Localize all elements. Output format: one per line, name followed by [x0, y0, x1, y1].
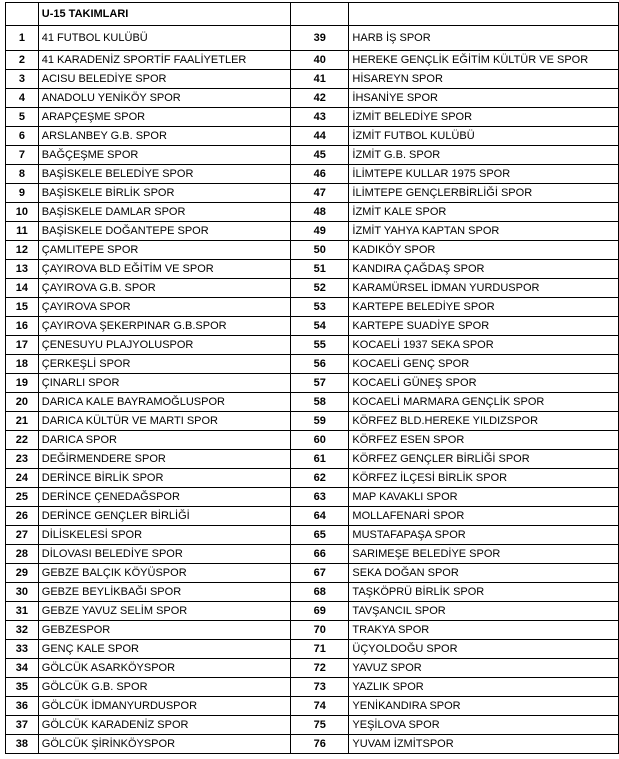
- table-row: [6, 146, 619, 165]
- team-name-cell: KADIKÖY SPOR: [349, 241, 619, 260]
- team-number-cell: 54: [291, 317, 349, 336]
- team-name-cell: DERİNCE GENÇLER BİRLİĞİ: [38, 507, 290, 526]
- team-number-cell: 64: [291, 507, 349, 526]
- team-number-cell: 31: [6, 602, 39, 621]
- team-name-cell: GÖLCÜK ŞİRİNKÖYSPOR: [38, 735, 290, 754]
- team-name-cell: 41 KARADENİZ SPORTİF FAALİYETLER: [38, 51, 290, 70]
- team-number-cell: 18: [6, 355, 39, 374]
- team-number-cell: 16: [6, 317, 39, 336]
- team-name-cell: MAP KAVAKLI SPOR: [349, 488, 619, 507]
- table-row: [6, 526, 619, 545]
- team-number-cell: 58: [291, 393, 349, 412]
- team-name-cell: KOCAELİ 1937 SEKA SPOR: [349, 336, 619, 355]
- team-number-cell: 70: [291, 621, 349, 640]
- team-name-cell: DARICA SPOR: [38, 431, 290, 450]
- team-name-cell: HİSAREYN SPOR: [349, 70, 619, 89]
- team-name-cell: ÇAYIROVA SPOR: [38, 298, 290, 317]
- table-row: [6, 127, 619, 146]
- team-name-cell: İZMİT FUTBOL KULÜBÜ: [349, 127, 619, 146]
- team-name-cell: ARSLANBEY G.B. SPOR: [38, 127, 290, 146]
- table-row: [6, 735, 619, 754]
- team-number-cell: 32: [6, 621, 39, 640]
- team-number-cell: 65: [291, 526, 349, 545]
- table-row: [6, 621, 619, 640]
- table-row: [6, 716, 619, 735]
- team-name-cell: KOCAELİ MARMARA GENÇLİK SPOR: [349, 393, 619, 412]
- team-name-cell: GÖLCÜK G.B. SPOR: [38, 678, 290, 697]
- team-number-cell: 5: [6, 108, 39, 127]
- team-name-cell: KÖRFEZ BLD.HEREKE YILDIZSPOR: [349, 412, 619, 431]
- team-number-cell: 17: [6, 336, 39, 355]
- table-row: [6, 678, 619, 697]
- table-row: [6, 279, 619, 298]
- table-row: [6, 260, 619, 279]
- team-name-cell: YAVUZ SPOR: [349, 659, 619, 678]
- team-number-cell: 56: [291, 355, 349, 374]
- team-name-cell: GÖLCÜK KARADENİZ SPOR: [38, 716, 290, 735]
- team-name-cell: ACISU BELEDİYE SPOR: [38, 70, 290, 89]
- team-number-cell: 13: [6, 260, 39, 279]
- team-name-cell: İLİMTEPE KULLAR 1975 SPOR: [349, 165, 619, 184]
- table-row: [6, 70, 619, 89]
- table-row: [6, 51, 619, 70]
- team-name-cell: GEBZE YAVUZ SELİM SPOR: [38, 602, 290, 621]
- table-row: [6, 450, 619, 469]
- header-row: [6, 3, 619, 26]
- team-number-cell: 15: [6, 298, 39, 317]
- team-number-cell: 60: [291, 431, 349, 450]
- header-empty-cell-3: [349, 3, 619, 26]
- team-number-cell: 36: [6, 697, 39, 716]
- team-number-cell: 67: [291, 564, 349, 583]
- team-number-cell: 37: [6, 716, 39, 735]
- team-name-cell: KANDIRA ÇAĞDAŞ SPOR: [349, 260, 619, 279]
- table-title: U-15 TAKIMLARI: [38, 3, 290, 26]
- team-name-cell: HEREKE GENÇLİK EĞİTİM KÜLTÜR VE SPOR: [349, 51, 619, 70]
- team-number-cell: 74: [291, 697, 349, 716]
- team-name-cell: ÜÇYOLDOĞU SPOR: [349, 640, 619, 659]
- team-number-cell: 21: [6, 412, 39, 431]
- team-name-cell: ARAPÇEŞME SPOR: [38, 108, 290, 127]
- table-row: [6, 583, 619, 602]
- table-row: [6, 108, 619, 127]
- team-number-cell: 4: [6, 89, 39, 108]
- header-empty-cell-1: [6, 3, 39, 26]
- team-number-cell: 22: [6, 431, 39, 450]
- team-number-cell: 14: [6, 279, 39, 298]
- table-row: [6, 298, 619, 317]
- team-name-cell: MOLLAFENARİ SPOR: [349, 507, 619, 526]
- table-row: [6, 659, 619, 678]
- team-name-cell: ÇAMLITEPE SPOR: [38, 241, 290, 260]
- team-name-cell: DARICA KÜLTÜR VE MARTI SPOR: [38, 412, 290, 431]
- team-name-cell: İZMİT G.B. SPOR: [349, 146, 619, 165]
- team-name-cell: BAŞİSKELE BELEDİYE SPOR: [38, 165, 290, 184]
- team-name-cell: İLİMTEPE GENÇLERBİRLİĞİ SPOR: [349, 184, 619, 203]
- team-name-cell: ÇAYIROVA BLD EĞİTİM VE SPOR: [38, 260, 290, 279]
- team-number-cell: 44: [291, 127, 349, 146]
- team-number-cell: 72: [291, 659, 349, 678]
- team-name-cell: İZMİT KALE SPOR: [349, 203, 619, 222]
- team-number-cell: 11: [6, 222, 39, 241]
- team-number-cell: 9: [6, 184, 39, 203]
- team-number-cell: 43: [291, 108, 349, 127]
- table-row: [6, 241, 619, 260]
- team-name-cell: ÇERKEŞLİ SPOR: [38, 355, 290, 374]
- team-number-cell: 75: [291, 716, 349, 735]
- header-empty-cell-2: [291, 3, 349, 26]
- team-number-cell: 76: [291, 735, 349, 754]
- team-number-cell: 46: [291, 165, 349, 184]
- team-number-cell: 19: [6, 374, 39, 393]
- team-name-cell: DİLOVASI BELEDİYE SPOR: [38, 545, 290, 564]
- team-name-cell: BAĞÇEŞME SPOR: [38, 146, 290, 165]
- table-row: [6, 184, 619, 203]
- team-number-cell: 68: [291, 583, 349, 602]
- team-number-cell: 38: [6, 735, 39, 754]
- team-name-cell: İZMİT BELEDİYE SPOR: [349, 108, 619, 127]
- team-name-cell: SEKA DOĞAN SPOR: [349, 564, 619, 583]
- team-number-cell: 57: [291, 374, 349, 393]
- team-number-cell: 48: [291, 203, 349, 222]
- team-name-cell: ANADOLU YENİKÖY SPOR: [38, 89, 290, 108]
- team-number-cell: 63: [291, 488, 349, 507]
- table-row: [6, 317, 619, 336]
- team-name-cell: YUVAM İZMİTSPOR: [349, 735, 619, 754]
- team-name-cell: ÇAYIROVA G.B. SPOR: [38, 279, 290, 298]
- team-name-cell: GÖLCÜK İDMANYURDUSPOR: [38, 697, 290, 716]
- team-number-cell: 52: [291, 279, 349, 298]
- team-number-cell: 34: [6, 659, 39, 678]
- team-number-cell: 6: [6, 127, 39, 146]
- team-number-cell: 1: [6, 26, 39, 51]
- team-number-cell: 51: [291, 260, 349, 279]
- table-row: [6, 602, 619, 621]
- team-number-cell: 49: [291, 222, 349, 241]
- team-number-cell: 42: [291, 89, 349, 108]
- team-name-cell: DERİNCE BİRLİK SPOR: [38, 469, 290, 488]
- team-name-cell: ÇAYIROVA ŞEKERPINAR G.B.SPOR: [38, 317, 290, 336]
- team-number-cell: 66: [291, 545, 349, 564]
- team-name-cell: KÖRFEZ İLÇESİ BİRLİK SPOR: [349, 469, 619, 488]
- table-row: [6, 222, 619, 241]
- team-number-cell: 28: [6, 545, 39, 564]
- team-name-cell: DARICA KALE BAYRAMOĞLUSPOR: [38, 393, 290, 412]
- table-row: [6, 488, 619, 507]
- table-row: [6, 374, 619, 393]
- table-row: [6, 697, 619, 716]
- team-number-cell: 50: [291, 241, 349, 260]
- team-number-cell: 26: [6, 507, 39, 526]
- team-name-cell: 41 FUTBOL KULÜBÜ: [38, 26, 290, 51]
- team-name-cell: BAŞİSKELE BİRLİK SPOR: [38, 184, 290, 203]
- teams-table: [5, 2, 619, 754]
- team-number-cell: 8: [6, 165, 39, 184]
- team-number-cell: 3: [6, 70, 39, 89]
- team-name-cell: GÖLCÜK ASARKÖYSPOR: [38, 659, 290, 678]
- team-number-cell: 73: [291, 678, 349, 697]
- team-number-cell: 33: [6, 640, 39, 659]
- team-name-cell: KARTEPE SUADİYE SPOR: [349, 317, 619, 336]
- team-number-cell: 25: [6, 488, 39, 507]
- team-number-cell: 69: [291, 602, 349, 621]
- team-number-cell: 59: [291, 412, 349, 431]
- team-name-cell: YAZLIK SPOR: [349, 678, 619, 697]
- team-number-cell: 55: [291, 336, 349, 355]
- team-number-cell: 29: [6, 564, 39, 583]
- team-number-cell: 7: [6, 146, 39, 165]
- table-row: [6, 469, 619, 488]
- table-row: [6, 26, 619, 51]
- table-row: [6, 545, 619, 564]
- table-row: [6, 203, 619, 222]
- teams-sheet: [5, 2, 619, 754]
- team-name-cell: MUSTAFAPAŞA SPOR: [349, 526, 619, 545]
- table-row: [6, 336, 619, 355]
- table-row: [6, 507, 619, 526]
- team-name-cell: GENÇ KALE SPOR: [38, 640, 290, 659]
- team-name-cell: GEBZESPOR: [38, 621, 290, 640]
- team-name-cell: KOCAELİ GÜNEŞ SPOR: [349, 374, 619, 393]
- team-name-cell: DEĞİRMENDERE SPOR: [38, 450, 290, 469]
- team-number-cell: 53: [291, 298, 349, 317]
- team-number-cell: 10: [6, 203, 39, 222]
- team-name-cell: KÖRFEZ GENÇLER BİRLİĞİ SPOR: [349, 450, 619, 469]
- team-name-cell: DERİNCE ÇENEDAĞSPOR: [38, 488, 290, 507]
- team-number-cell: 12: [6, 241, 39, 260]
- team-name-cell: HARB İŞ SPOR: [349, 26, 619, 51]
- team-name-cell: ÇENESUYU PLAJYOLUSPOR: [38, 336, 290, 355]
- team-name-cell: TAŞKÖPRÜ BİRLİK SPOR: [349, 583, 619, 602]
- team-name-cell: KÖRFEZ ESEN SPOR: [349, 431, 619, 450]
- table-row: [6, 89, 619, 108]
- team-number-cell: 41: [291, 70, 349, 89]
- table-row: [6, 564, 619, 583]
- table-row: [6, 412, 619, 431]
- team-name-cell: GEBZE BEYLİKBAĞI SPOR: [38, 583, 290, 602]
- team-name-cell: İZMİT YAHYA KAPTAN SPOR: [349, 222, 619, 241]
- team-number-cell: 62: [291, 469, 349, 488]
- team-number-cell: 20: [6, 393, 39, 412]
- team-name-cell: BAŞİSKELE DOĞANTEPE SPOR: [38, 222, 290, 241]
- table-row: [6, 431, 619, 450]
- team-name-cell: KARTEPE BELEDİYE SPOR: [349, 298, 619, 317]
- team-name-cell: YENİKANDIRA SPOR: [349, 697, 619, 716]
- team-name-cell: KARAMÜRSEL İDMAN YURDUSPOR: [349, 279, 619, 298]
- team-number-cell: 24: [6, 469, 39, 488]
- team-name-cell: DİLİSKELESİ SPOR: [38, 526, 290, 545]
- team-number-cell: 2: [6, 51, 39, 70]
- team-name-cell: GEBZE BALÇIK KÖYÜSPOR: [38, 564, 290, 583]
- team-name-cell: KOCAELİ GENÇ SPOR: [349, 355, 619, 374]
- team-number-cell: 23: [6, 450, 39, 469]
- table-row: [6, 393, 619, 412]
- team-number-cell: 71: [291, 640, 349, 659]
- team-name-cell: ÇINARLI SPOR: [38, 374, 290, 393]
- team-number-cell: 35: [6, 678, 39, 697]
- table-row: [6, 640, 619, 659]
- team-number-cell: 39: [291, 26, 349, 51]
- team-number-cell: 40: [291, 51, 349, 70]
- teams-table-body: [6, 3, 619, 754]
- team-number-cell: 30: [6, 583, 39, 602]
- team-number-cell: 61: [291, 450, 349, 469]
- team-name-cell: TRAKYA SPOR: [349, 621, 619, 640]
- team-number-cell: 45: [291, 146, 349, 165]
- team-name-cell: YEŞİLOVA SPOR: [349, 716, 619, 735]
- team-name-cell: SARIMEŞE BELEDİYE SPOR: [349, 545, 619, 564]
- team-name-cell: TAVŞANCIL SPOR: [349, 602, 619, 621]
- team-number-cell: 47: [291, 184, 349, 203]
- table-row: [6, 165, 619, 184]
- team-name-cell: İHSANİYE SPOR: [349, 89, 619, 108]
- team-name-cell: BAŞİSKELE DAMLAR SPOR: [38, 203, 290, 222]
- team-number-cell: 27: [6, 526, 39, 545]
- table-row: [6, 355, 619, 374]
